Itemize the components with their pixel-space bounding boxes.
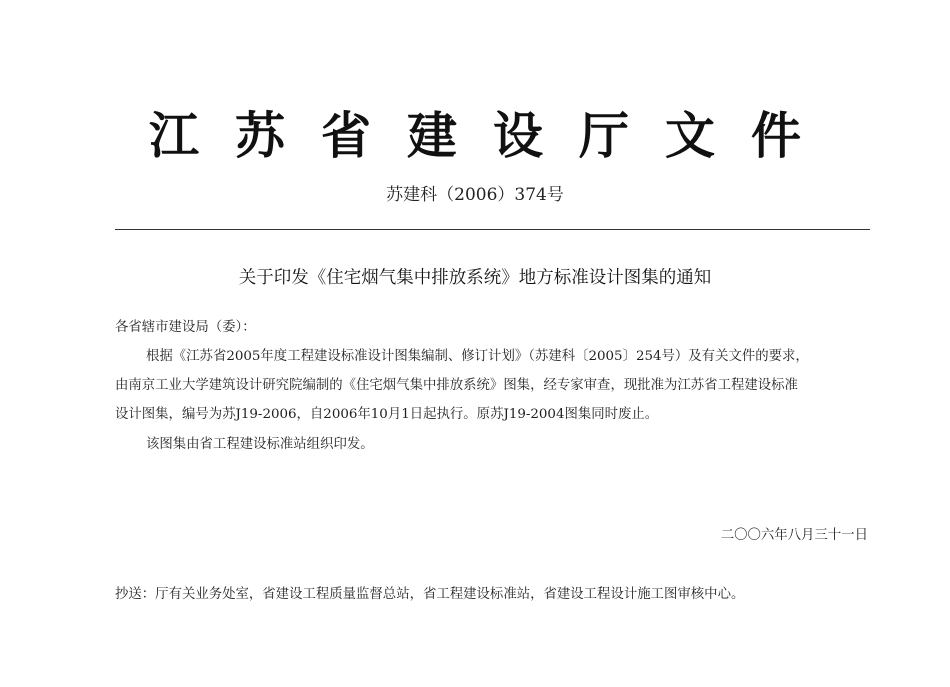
body-line: 由南京工业大学建筑设计研究院编制的《住宅烟气集中排放系统》图集，经专家审查，现批准为江苏省工程建设标准 [115,378,798,393]
document-header-title: 江苏省建设厅文件 [149,106,837,165]
issue-date: 二〇〇六年八月三十一日 [720,528,868,543]
header-divider [115,229,870,230]
recipient-line: 各省辖市建设局（委）： [115,320,256,335]
cc-line: 抄送：厅有关业务处室，省建设工程质量监督总站，省工程建设标准站，省建设工程设计施工图审核中心。 [115,587,745,602]
body-line: 设计图集，编号为苏J19-2006，自2006年10月1日起执行。原苏J19-2004图集同时废止。 [115,407,659,422]
body-line: 该图集由省工程建设标准站组织印发。 [146,437,374,452]
document-number: 苏建科（2006）374号 [386,185,564,205]
notice-title: 关于印发《住宅烟气集中排放系统》地方标准设计图集的通知 [238,268,712,288]
body-line: 根据《江苏省2005年度工程建设标准设计图集编制、修订计划》（苏建科〔2005〕254号）及有关文件的要求， [146,349,809,364]
